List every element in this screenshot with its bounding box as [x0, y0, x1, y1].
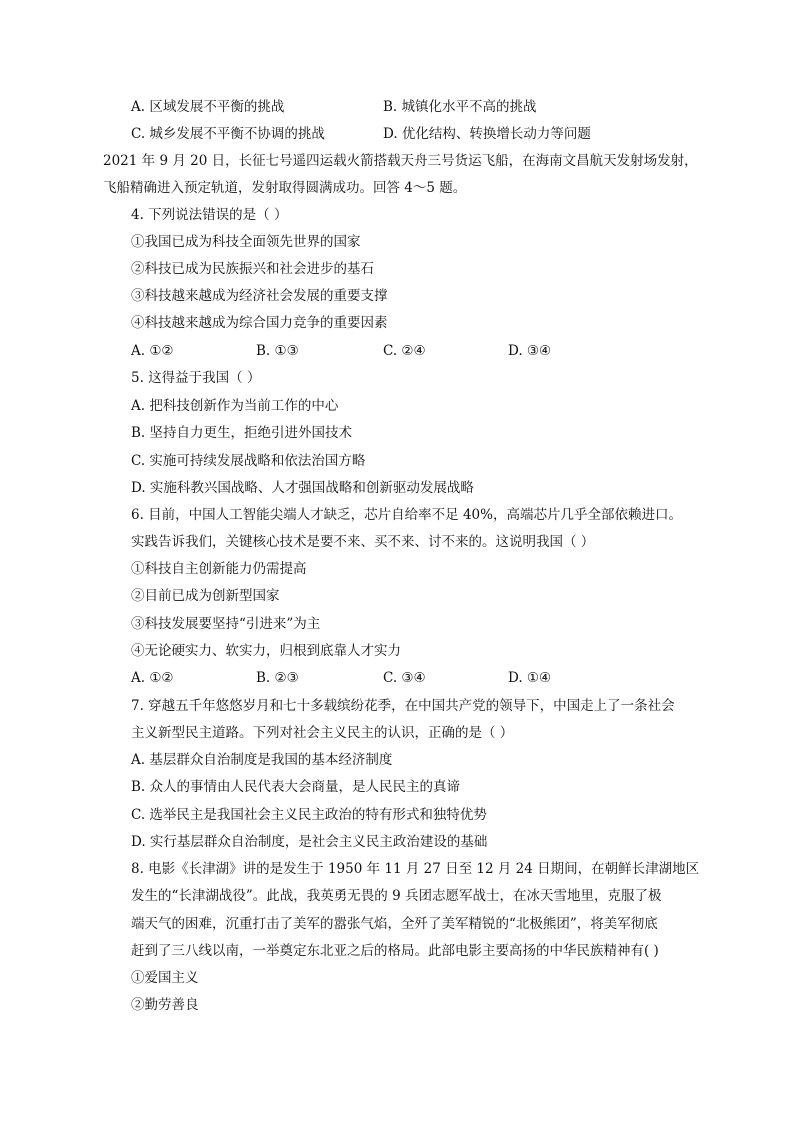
q4-option-c: C. ②④	[383, 343, 426, 359]
q5-option-d: D. 实施科教兴国战略、人才强国战略和创新驱动发展战略	[131, 480, 474, 496]
q6-option-a: A. ①②	[131, 670, 174, 686]
q6-item-3: ③科技发展要坚持“引进来”为主	[131, 616, 321, 632]
q6-item-1: ①科技自主创新能力仍需提高	[131, 561, 307, 577]
q3-option-a: A. 区域发展不平衡的挑战	[131, 99, 285, 115]
q4-item-2: ②科技已成为民族振兴和社会进步的基石	[131, 261, 374, 277]
q8-stem-line-3: 端天气的困难，沉重打击了美军的嚣张气焰，全歼了美军精锐的“北极熊团”，将美军彻底	[131, 916, 658, 932]
q7-stem-line-2: 主义新型民主道路。下列对社会主义民主的认识，正确的是（ ）	[131, 725, 514, 741]
q8-stem-line-1: 8. 电影《长津湖》讲的是发生于 1950 年 11 月 27 日至 12 月 24 日期间，在朝鲜长津湖地区	[131, 861, 700, 877]
q7-option-b: B. 众人的事情由人民代表大会商量，是人民民主的真谛	[131, 779, 461, 795]
q4-option-a: A. ①②	[131, 343, 174, 359]
q4-stem: 4. 下列说法错误的是（ ）	[131, 207, 288, 223]
q4-item-3: ③科技越来越成为经济社会发展的重要支撑	[131, 288, 388, 304]
q3-option-b: B. 城镇化水平不高的挑战	[383, 99, 537, 115]
q6-stem-line-2: 实践告诉我们，关键核心技术是要不来、买不来、讨不来的。这说明我国（ ）	[131, 534, 595, 550]
q3-option-d: D. 优化结构、转换增长动力等问题	[383, 126, 591, 142]
q4-option-d: D. ③④	[508, 343, 552, 359]
q4-item-4: ④科技越来越成为综合国力竞争的重要因素	[131, 315, 388, 331]
q8-item-1: ①爱国主义	[131, 970, 199, 986]
q6-option-d: D. ①④	[508, 670, 552, 686]
q7-option-d: D. 实行基层群众自治制度，是社会主义民主政治建设的基础	[131, 834, 488, 850]
q6-stem-line-1: 6. 目前，中国人工智能尖端人才缺乏，芯片自给率不足 40%，高端芯片几乎全部依赖进口。	[131, 507, 682, 523]
q5-option-a: A. 把科技创新作为当前工作的中心	[131, 398, 339, 414]
q6-item-4: ④无论硬实力、软实力，归根到底靠人才实力	[131, 643, 401, 659]
q6-item-2: ②目前已成为创新型国家	[131, 588, 280, 604]
q7-option-c: C. 选举民主是我国社会主义民主政治的特有形式和独特优势	[131, 807, 487, 823]
q8-stem-line-2: 发生的“长津湖战役”。此战，我英勇无畏的 9 兵团志愿军战士，在冰天雪地里，克服了极	[131, 888, 662, 904]
q4-item-1: ①我国已成为科技全面领先世界的国家	[131, 234, 361, 250]
q5-stem: 5. 这得益于我国（ ）	[131, 370, 261, 386]
q6-option-c: C. ③④	[383, 670, 426, 686]
q6-option-b: B. ②③	[256, 670, 299, 686]
q5-option-b: B. 坚持自力更生，拒绝引进外国技术	[131, 425, 353, 441]
intro-line-1: 2021 年 9 月 20 日，长征七号遥四运载火箭搭载天舟三号货运飞船，在海南文昌航天发射场发射，	[103, 153, 698, 169]
q8-stem-line-4: 赶到了三八线以南，一举奠定东北亚之后的格局。此部电影主要高扬的中华民族精神有( )	[131, 943, 659, 959]
q4-option-b: B. ①③	[256, 343, 299, 359]
q8-item-2: ②勤劳善良	[131, 997, 199, 1013]
intro-line-2: 飞船精确进入预定轨道，发射取得圆满成功。回答 4～5 题。	[103, 180, 467, 196]
q5-option-c: C. 实施可持续发展战略和依法治国方略	[131, 453, 366, 469]
q7-option-a: A. 基层群众自治制度是我国的基本经济制度	[131, 752, 393, 768]
q7-stem-line-1: 7. 穿越五千年悠悠岁月和七十多载缤纷花季，在中国共产党的领导下，中国走上了一条社会	[131, 698, 675, 714]
q3-option-c: C. 城乡发展不平衡不协调的挑战	[131, 126, 325, 142]
